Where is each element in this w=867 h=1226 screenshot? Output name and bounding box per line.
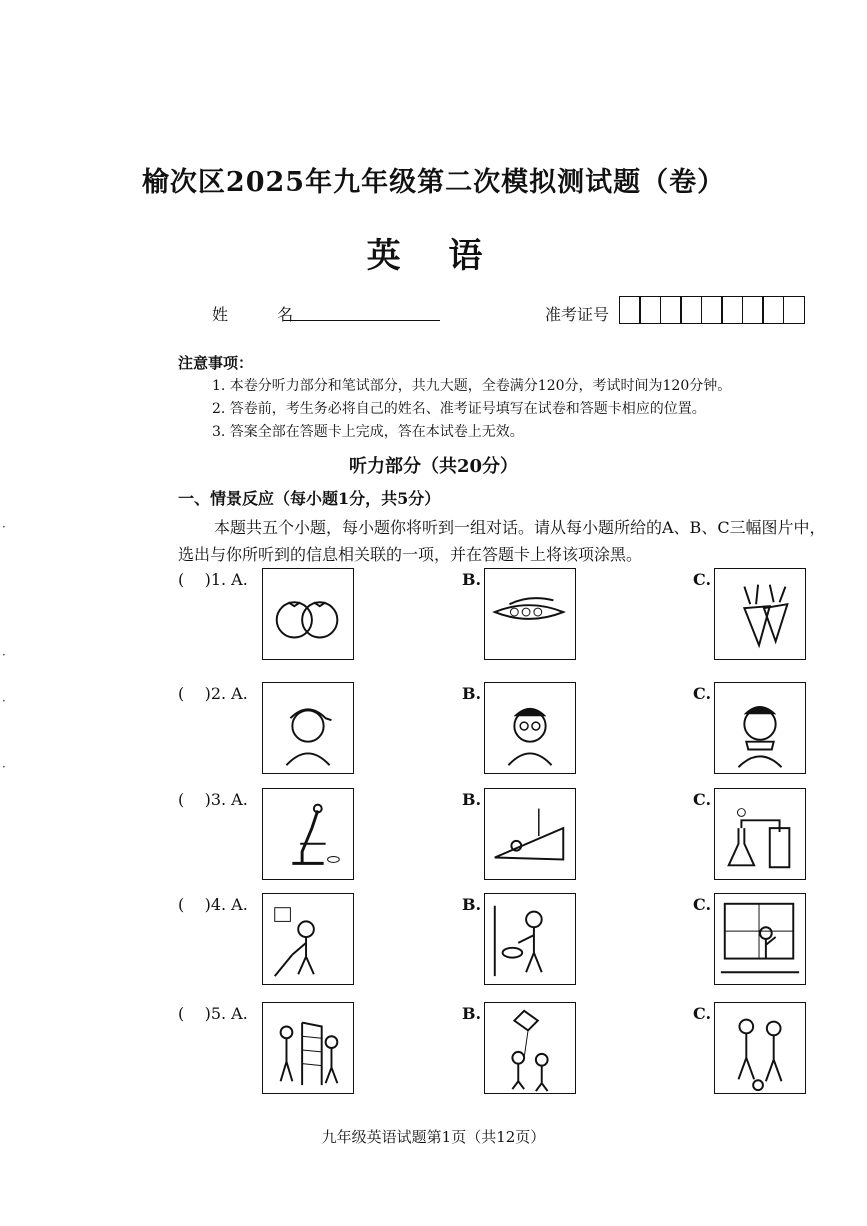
option-c-label: C. (693, 684, 712, 703)
tomatoes-picture[interactable] (262, 568, 354, 660)
exam-id-digit-box[interactable] (701, 296, 723, 324)
note-item: 1. 本卷分听力部分和笔试部分，共九大题，全卷满分120分，考试时间为120分钟。 (212, 378, 732, 394)
exam-id-digit-box[interactable] (742, 296, 764, 324)
boy-with-scarf-picture[interactable] (714, 682, 806, 774)
option-b-label: B. (462, 1004, 482, 1023)
listening-heading: 听力部分（共20分） (348, 456, 519, 477)
microscope-illustration (263, 789, 353, 879)
boy-with-cap-picture[interactable] (262, 682, 354, 774)
margin-mark: · (2, 520, 6, 534)
chemistry-apparatus-picture[interactable] (714, 788, 806, 880)
exam-id-digit-box[interactable] (762, 296, 784, 324)
boy-sweeping-picture[interactable] (262, 893, 354, 985)
note-item: 2. 答卷前，考生务必将自己的姓名、准考证号填写在试卷和答题卡相应的位置。 (212, 401, 706, 417)
option-b-label: B. (462, 570, 482, 589)
carrots-picture[interactable] (714, 568, 806, 660)
option-c-label: C. (693, 895, 712, 914)
cleaning-window-illustration (715, 894, 805, 984)
note-item: 3. 答案全部在答题卡上完成，答在本试卷上无效。 (212, 424, 524, 440)
football-illustration (715, 1003, 805, 1093)
part-one-instructions: 本题共五个小题，每小题你将听到一组对话。请从每小题所给的A、B、C三幅图片中，选出与你所听到的信息相关联的一项，并在答题卡上将该项涂黑。 (178, 518, 826, 564)
kite-flying-illustration (485, 1003, 575, 1093)
exam-id-digit-box[interactable] (783, 296, 805, 324)
exam-id-label: 准考证号 (545, 305, 610, 324)
name-field-line[interactable] (283, 320, 440, 321)
option-b-label: B. (462, 684, 482, 703)
question-number: ( )2. A. (178, 684, 248, 703)
margin-mark: · (2, 648, 6, 662)
tomatoes-illustration (263, 569, 353, 659)
question-number: ( )5. A. (178, 1004, 248, 1023)
question-number: ( )3. A. (178, 790, 248, 809)
question-number: ( )4. A. (178, 895, 248, 914)
microscope-picture[interactable] (262, 788, 354, 880)
cooking-illustration (485, 894, 575, 984)
peas-picture[interactable] (484, 568, 576, 660)
margin-mark: · (2, 694, 6, 708)
carrots-illustration (715, 569, 805, 659)
incline-experiment-illustration (485, 789, 575, 879)
option-b-label: B. (462, 895, 482, 914)
cleaning-window-picture[interactable] (714, 893, 806, 985)
exam-id-digit-box[interactable] (639, 296, 661, 324)
subject-title: 英 语 (366, 236, 501, 276)
question-number: ( )1. A. (178, 570, 248, 589)
exam-id-digit-box[interactable] (619, 296, 641, 324)
football-picture[interactable] (714, 1002, 806, 1094)
volleyball-picture[interactable] (262, 1002, 354, 1094)
boy-with-glasses-illustration (485, 683, 575, 773)
boy-with-scarf-illustration (715, 683, 805, 773)
option-b-label: B. (462, 790, 482, 809)
part-one-title: 一、情景反应（每小题1分，共5分） (178, 489, 441, 508)
margin-mark: · (2, 760, 6, 774)
exam-title: 榆次区2025年九年级第二次模拟测试题（卷） (141, 167, 726, 198)
option-c-label: C. (693, 570, 712, 589)
exam-id-digit-box[interactable] (660, 296, 682, 324)
option-c-label: C. (693, 1004, 712, 1023)
boy-with-glasses-picture[interactable] (484, 682, 576, 774)
peas-illustration (485, 569, 575, 659)
exam-id-digit-box[interactable] (680, 296, 702, 324)
cooking-picture[interactable] (484, 893, 576, 985)
volleyball-illustration (263, 1003, 353, 1093)
boy-sweeping-illustration (263, 894, 353, 984)
exam-id-boxes[interactable] (620, 296, 805, 324)
boy-with-cap-illustration (263, 683, 353, 773)
option-c-label: C. (693, 790, 712, 809)
exam-id-digit-box[interactable] (721, 296, 743, 324)
notes-heading: 注意事项： (178, 354, 254, 372)
name-label: 姓 名 (212, 305, 316, 324)
kite-flying-picture[interactable] (484, 1002, 576, 1094)
page-footer: 九年级英语试题第1页（共12页） (321, 1128, 546, 1146)
chemistry-apparatus-illustration (715, 789, 805, 879)
incline-experiment-picture[interactable] (484, 788, 576, 880)
